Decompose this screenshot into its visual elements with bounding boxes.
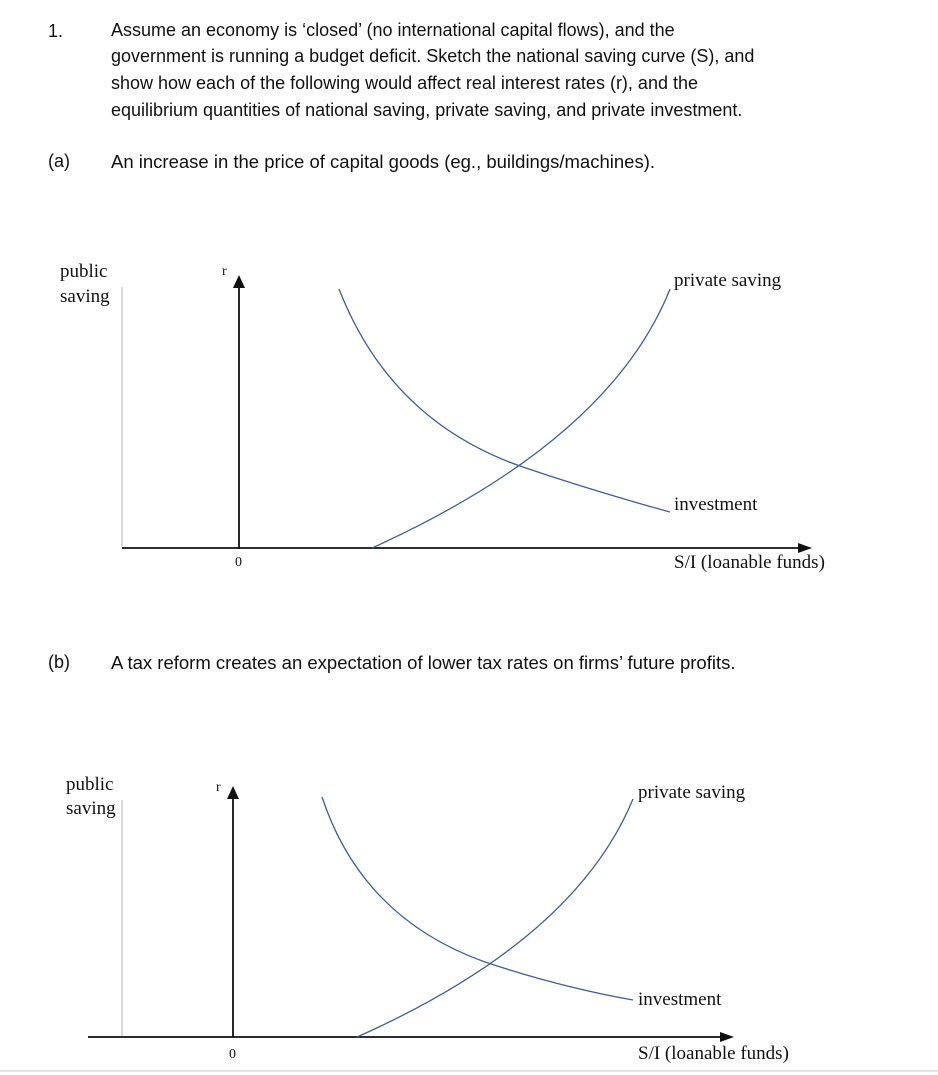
question-number: 1. [48, 21, 64, 41]
part-b-text: A tax reform creates an expectation of lower tax rates on firms’ future profits. [111, 652, 736, 673]
r-axis-label: r [216, 780, 221, 795]
private-saving-label: private saving [638, 782, 746, 803]
x-axis-label: S/I (loanable funds) [674, 552, 825, 573]
part-b-label: (b) [48, 652, 70, 672]
origin-label: 0 [229, 1047, 236, 1062]
question-line-4: equilibrium quantities of national saving, private saving, and private investment. [111, 100, 743, 120]
private-saving-curve [357, 799, 633, 1037]
investment-curve [322, 797, 633, 1000]
investment-label: investment [638, 989, 722, 1010]
private-saving-label: private saving [674, 270, 782, 291]
question-line-3: show how each of the following would affect real interest rates (r), and the [111, 73, 698, 93]
origin-label: 0 [235, 555, 242, 570]
investment-label: investment [674, 494, 758, 515]
question-line-1: Assume an economy is ‘closed’ (no international capital flows), and the [111, 20, 675, 40]
page-bottom-edge [0, 1070, 938, 1072]
part-a-text: An increase in the price of capital goods (eg., buildings/machines). [111, 151, 655, 172]
r-axis-arrow [227, 786, 239, 799]
x-axis-label: S/I (loanable funds) [638, 1043, 789, 1064]
public-saving-label-2: saving [60, 286, 110, 307]
r-axis-label: r [222, 264, 227, 279]
public-saving-label-2: saving [66, 798, 116, 819]
question-line-2: government is running a budget deficit. Sketch the national saving curve (S), and [111, 46, 755, 66]
public-saving-label-1: public [66, 774, 114, 795]
x-axis-arrow [720, 1032, 734, 1042]
public-saving-label-1: public [60, 261, 108, 282]
part-a-label: (a) [48, 151, 70, 171]
